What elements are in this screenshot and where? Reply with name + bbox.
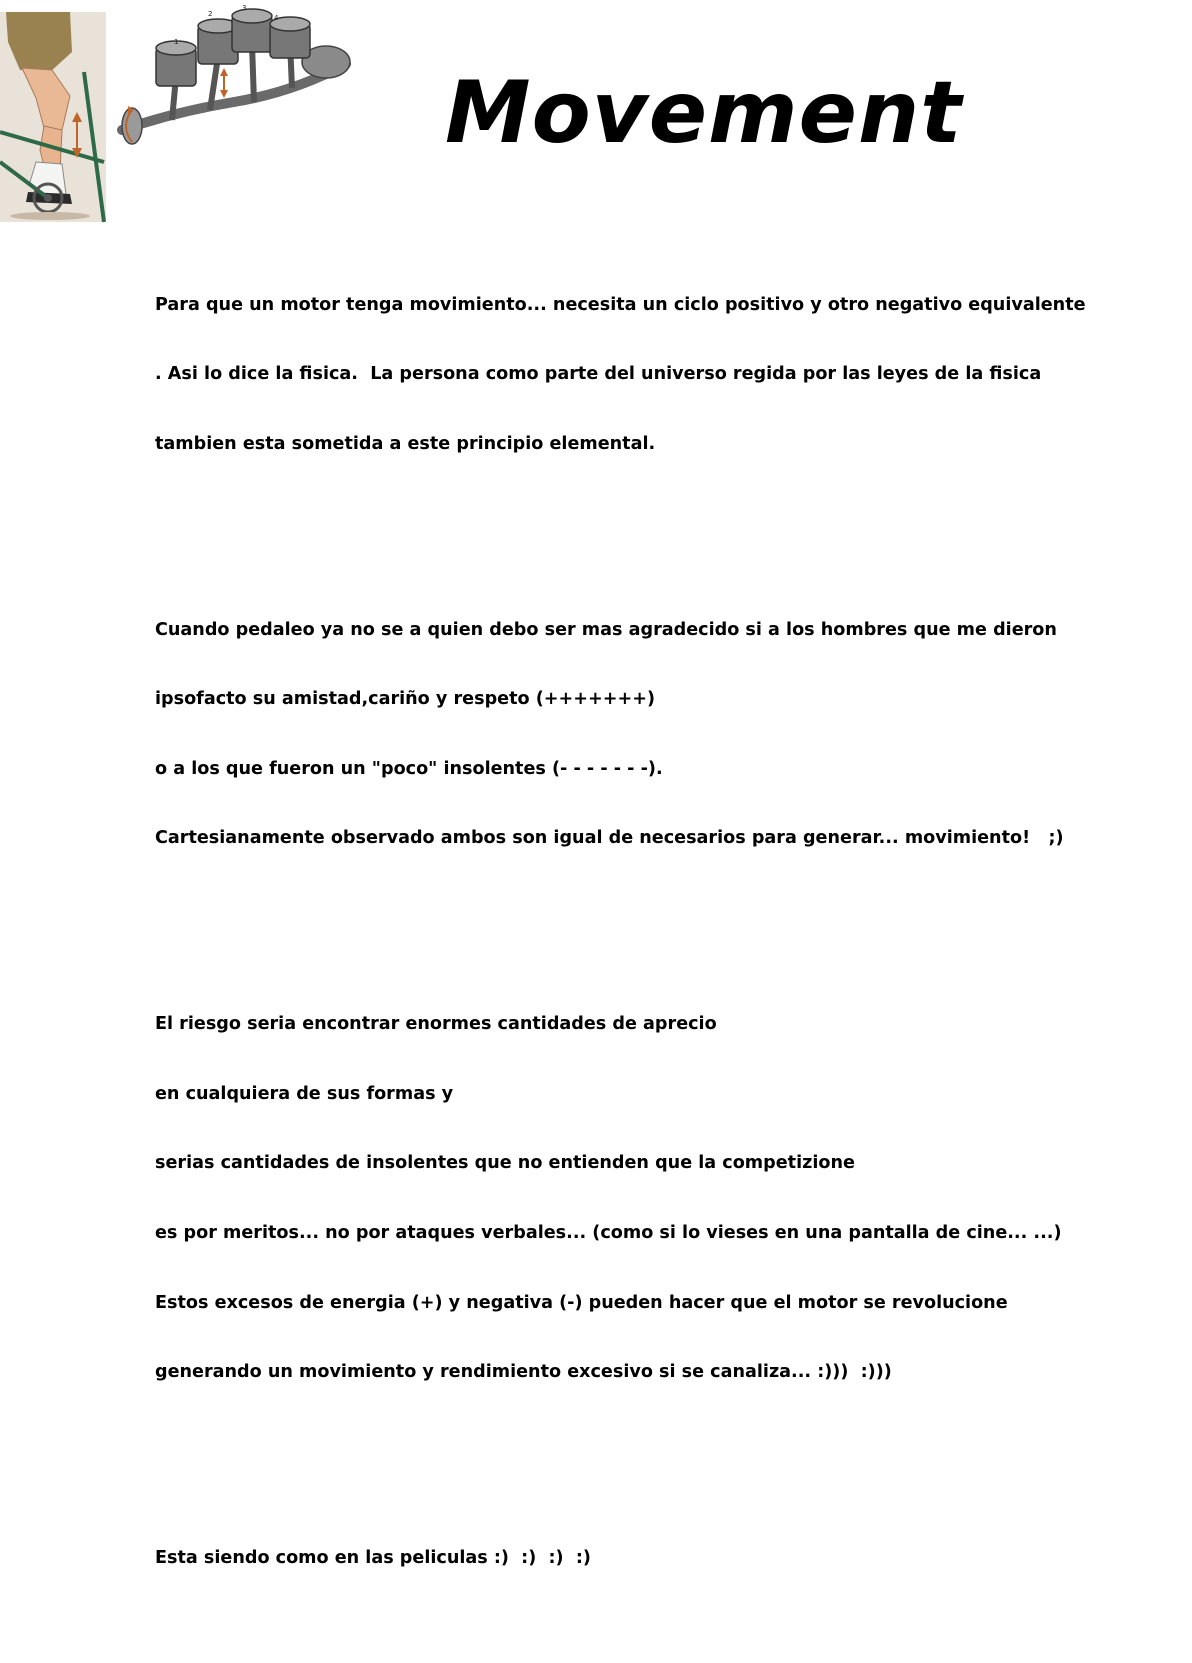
text-line: tambien esta sometida a este principio elemental. xyxy=(155,434,656,455)
paragraph xyxy=(155,1500,1185,1616)
text-line: o a los que fueron un "poco" insolentes (- - - - - - -). xyxy=(155,758,663,779)
article-body xyxy=(155,201,1185,1663)
text-line: generando un movimiento y rendimiento excesivo si se canaliza... :))) :))) xyxy=(155,1362,892,1383)
piston-number-label: 3 xyxy=(242,4,247,12)
text-line: Cartesianamente observado ambos son igual de necesarios para generar... movimiento! ;) xyxy=(155,828,1064,849)
piston-number-label: 4 xyxy=(274,14,279,22)
cyclist-image xyxy=(0,12,106,222)
cyclist-leg-illustration xyxy=(0,12,106,222)
engine-image xyxy=(114,2,354,154)
text-line: Estos excesos de energia (+) y negativa (-) pueden hacer que el motor se revolucione xyxy=(155,1292,1008,1313)
text-line: en cualquiera de sus formas y xyxy=(155,1083,454,1104)
text-line: es por meritos... no por ataques verbales... (como si lo vieses en una pantalla de cine... ...) xyxy=(155,1222,1062,1243)
text-line: Esta siendo como en las peliculas :) :) :) :) xyxy=(155,1547,591,1568)
paragraph xyxy=(155,572,1185,897)
paragraph xyxy=(155,247,1185,502)
text-line: serias cantidades de insolentes que no entienden que la competizione xyxy=(155,1153,855,1174)
text-line: Para que un motor tenga movimiento... necesita un ciclo positivo y otro negativo equivalente xyxy=(155,294,1086,315)
paragraph xyxy=(155,967,1185,1431)
text-line: El riesgo seria encontrar enormes cantidades de aprecio xyxy=(155,1014,717,1035)
engine-crankshaft-illustration xyxy=(114,2,354,154)
page-title: Movement xyxy=(445,63,963,163)
text-line: Cuando pedaleo ya no se a quien debo ser mas agradecido si a los hombres que me dieron xyxy=(155,619,1057,640)
piston-number-label: 2 xyxy=(208,10,213,18)
text-line: . Asi lo dice la fisica. La persona como parte del universo regida por las leyes de la fisica xyxy=(155,364,1042,385)
piston-number-label: 1 xyxy=(174,38,179,46)
text-line: ipsofacto su amistad,cariño y respeto (+++++++) xyxy=(155,689,655,710)
